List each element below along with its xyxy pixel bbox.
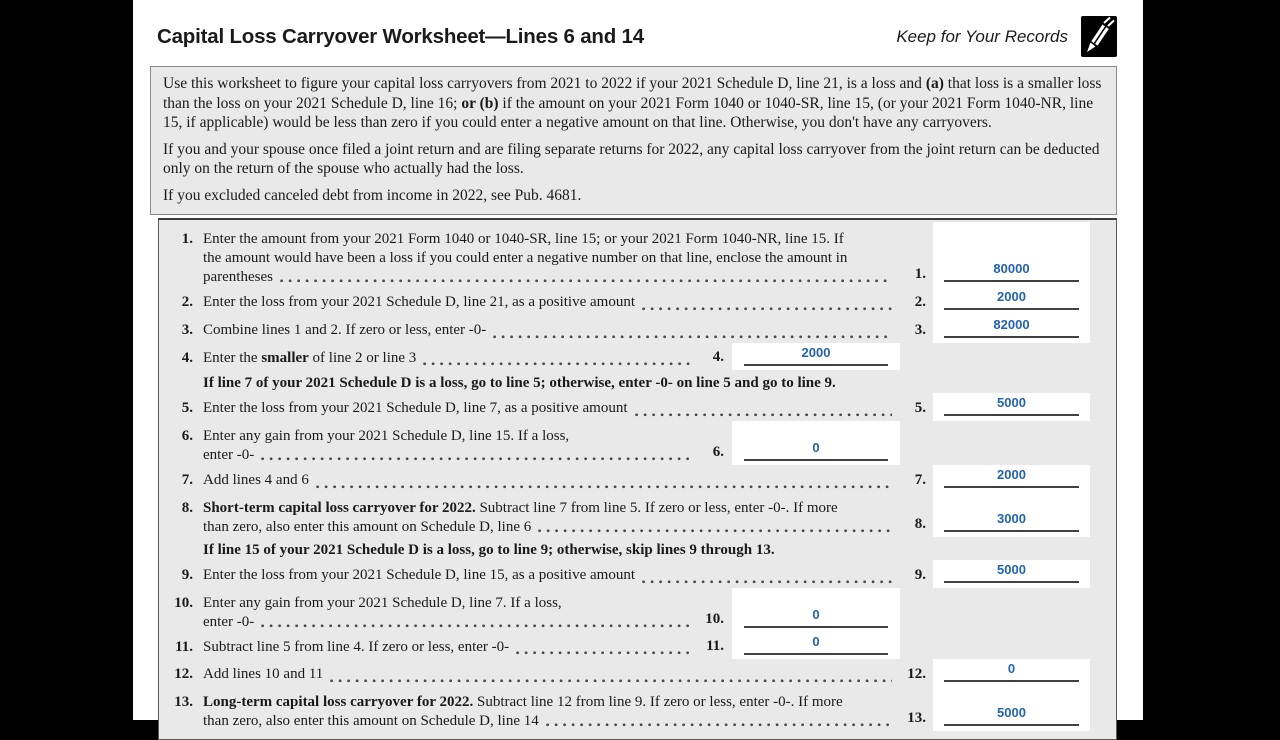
- dotted-leader: [493, 335, 892, 339]
- value-underline: [944, 280, 1079, 282]
- note-after-line-4: [167, 370, 1090, 393]
- dotted-leader: [330, 679, 892, 683]
- page-header: [133, 0, 1143, 66]
- line-9-text: [203, 560, 900, 588]
- line-1-value: 80000: [993, 261, 1030, 276]
- value-underline: [944, 414, 1079, 416]
- line-9-value-field[interactable]: [933, 560, 1090, 588]
- line-7-text-span: Add lines 4 and 6: [203, 472, 309, 488]
- line-1-number: 1.: [181, 231, 193, 247]
- value-underline: [944, 581, 1079, 583]
- line-13-bold: Long-term capital loss carryover for 2022.: [203, 694, 474, 710]
- line-9-row: [167, 560, 1090, 588]
- line-2-entry: [900, 287, 1090, 315]
- dotted-leader: [546, 723, 892, 727]
- line-12-number: 12.: [174, 666, 193, 682]
- line-10-right-spacer: [900, 588, 1090, 632]
- line-10-text-1: Enter any gain from your 2021 Schedule D, line 7. If a loss,: [203, 595, 562, 611]
- line-3-entry-number: 3.: [914, 322, 926, 338]
- line-2-number: 2.: [181, 294, 193, 310]
- line-8-row: [167, 493, 1090, 537]
- line-8-text-span: Subtract line 7 from line 5. If zero or less, enter -0-. If more: [475, 500, 838, 516]
- line-5-row: [167, 393, 1090, 421]
- line-5-text-span: Enter the loss from your 2021 Schedule D, line 7, as a positive amount: [203, 400, 628, 416]
- line-4-pre: Enter the: [203, 350, 262, 366]
- line-1-entry: [900, 222, 1090, 287]
- line-3-text-span: Combine lines 1 and 2. If zero or less, enter -0-: [203, 322, 487, 338]
- line-7-value: 2000: [997, 467, 1026, 482]
- line-13-text: [203, 687, 900, 731]
- note-spacer: [167, 541, 203, 560]
- line-4-row: [167, 343, 1090, 370]
- dotted-leader: [423, 362, 694, 366]
- value-underline: [944, 308, 1079, 310]
- line-10-text-2: enter -0-: [203, 614, 255, 630]
- line-6-text: [203, 421, 702, 465]
- line-2-row: [167, 287, 1090, 315]
- line-2-text-span: Enter the loss from your 2021 Schedule D, line 21, as a positive amount: [203, 294, 636, 310]
- line-9-text-span: Enter the loss from your 2021 Schedule D, line 15, as a positive amount: [203, 567, 636, 583]
- line-8-text-2: than zero, also enter this amount on Schedule D, line 6: [203, 519, 532, 535]
- line-13-text-1: [203, 693, 900, 712]
- dotted-leader: [280, 279, 892, 283]
- note-spacer: [167, 374, 203, 393]
- line-11-value-field[interactable]: [732, 632, 900, 659]
- line-4-bold: smaller: [261, 350, 309, 366]
- note-1-text: If line 7 of your 2021 Schedule D is a loss, go to line 5; otherwise, enter -0- on line 5 and go to line 9.: [203, 375, 836, 391]
- line-13-row: [167, 687, 1090, 731]
- line-6-value-field[interactable]: [732, 421, 900, 465]
- line-1-entry-number: 1.: [914, 266, 926, 282]
- line-7-number: 7.: [181, 472, 193, 488]
- line-1-text-2: the amount would have been a loss if you could enter a negative number on that line, enclose the amount in: [203, 250, 848, 266]
- line-11-row: [167, 632, 1090, 659]
- line-12-text-span: Add lines 10 and 11: [203, 666, 324, 682]
- dotted-leader: [635, 413, 892, 417]
- line-5-entry: [900, 393, 1090, 421]
- line-11-number: 11.: [175, 639, 193, 655]
- line-4-post: of line 2 or line 3: [308, 350, 417, 366]
- line-6-row: [167, 421, 1090, 465]
- line-11-value: 0: [812, 634, 820, 649]
- intro-p1-bold-b: or (b): [461, 94, 499, 112]
- line-3-value-field[interactable]: [933, 315, 1090, 343]
- value-underline: [944, 680, 1079, 682]
- line-6-text-1: Enter any gain from your 2021 Schedule D, line 15. If a loss,: [203, 428, 570, 444]
- line-8-bold: Short-term capital loss carryover for 2022.: [203, 500, 476, 516]
- line-7-entry: [900, 465, 1090, 493]
- line-8-text: [203, 493, 900, 537]
- line-10-value-field[interactable]: [732, 588, 900, 632]
- line-5-number: 5.: [181, 400, 193, 416]
- line-3-entry: [900, 315, 1090, 343]
- line-10-row: [167, 588, 1090, 632]
- dotted-leader: [516, 651, 694, 655]
- value-underline: [744, 364, 888, 366]
- line-8-text-1: [203, 499, 900, 518]
- line-9-entry-number: 9.: [914, 567, 926, 583]
- intro-paragraph-3: If you excluded canceled debt from income in 2022, see Pub. 4681.: [163, 186, 582, 204]
- note-2-text: If line 15 of your 2021 Schedule D is a loss, go to line 9; otherwise, skip lines 9 through 13.: [203, 542, 775, 558]
- line-9-number: 9.: [181, 567, 193, 583]
- line-7-row: [167, 465, 1090, 493]
- dotted-leader: [261, 457, 694, 461]
- line-7-entry-number: 7.: [914, 472, 926, 488]
- keep-for-records-group: [896, 16, 1117, 57]
- value-underline: [944, 336, 1079, 338]
- line-6-text-2: enter -0-: [203, 447, 255, 463]
- line-13-number: 13.: [174, 694, 193, 710]
- intro-p1-text: that loss is a smaller loss than the loss on your 2021 Schedule D, line 16;: [163, 75, 1102, 112]
- line-10-entry-number: 10.: [705, 611, 724, 627]
- line-6-value: 0: [812, 440, 820, 455]
- line-4-entry-number: 4.: [712, 349, 724, 365]
- line-1-row: [167, 222, 1090, 287]
- intro-paragraph-2: If you and your spouse once filed a joint return and are filing separate returns for 2022, any capital loss carryover from the joint return can be deducted only on the return of the spouse who actually had the loss.: [163, 140, 1100, 177]
- line-1-text-1: Enter the amount from your 2021 Form 1040 or 1040-SR, line 15; or your 2021 Form 1040-NR, line 15. If: [203, 231, 844, 247]
- line-2-value-field[interactable]: [933, 287, 1090, 315]
- line-2-text: [203, 287, 900, 315]
- line-1-value-field[interactable]: [933, 222, 1090, 287]
- line-8-value: 3000: [997, 511, 1026, 526]
- line-2-entry-number: 2.: [914, 294, 926, 310]
- line-13-value: 5000: [997, 705, 1026, 720]
- line-5-value: 5000: [997, 395, 1026, 410]
- value-underline: [944, 724, 1079, 726]
- keep-for-records-label: Keep for Your Records: [896, 26, 1068, 46]
- dotted-leader: [316, 485, 892, 489]
- worksheet-table: [158, 218, 1117, 740]
- line-3-row: [167, 315, 1090, 343]
- line-12-entry-number: 12.: [907, 666, 926, 682]
- line-12-row: [167, 659, 1090, 687]
- line-11-right-spacer: [900, 632, 1090, 659]
- line-8-entry: [900, 493, 1090, 537]
- line-10-value: 0: [812, 607, 820, 622]
- page-title: Capital Loss Carryover Worksheet—Lines 6 and 14: [157, 24, 644, 48]
- pencil-icon: [1081, 16, 1117, 57]
- line-7-text: [203, 465, 900, 493]
- value-underline: [744, 459, 888, 461]
- line-1-text: [203, 222, 900, 287]
- line-8-value-field[interactable]: [933, 493, 1090, 537]
- line-11-text-span: Subtract line 5 from line 4. If zero or less, enter -0-: [203, 639, 510, 655]
- line-10-number: 10.: [174, 595, 193, 611]
- line-4-value: 2000: [801, 345, 831, 360]
- intro-p1-text: Use this worksheet to figure your capital loss carryovers from 2021 to 2022 if your 2021 Schedule D, line 21, is a loss and: [163, 75, 926, 92]
- line-12-entry: [900, 659, 1090, 687]
- line-12-value: 0: [1007, 661, 1016, 676]
- line-6-right-spacer: [900, 421, 1090, 465]
- line-5-entry-number: 5.: [914, 400, 926, 416]
- line-4-right-spacer: [900, 343, 1090, 370]
- line-13-value-field[interactable]: [933, 687, 1090, 731]
- line-13-entry: [900, 687, 1090, 731]
- note-after-line-8: [167, 537, 1090, 560]
- dotted-leader: [538, 529, 892, 533]
- line-2-value: 2000: [997, 289, 1026, 304]
- dotted-leader: [642, 307, 892, 311]
- value-underline: [944, 530, 1079, 532]
- line-6-number: 6.: [181, 428, 193, 444]
- line-9-value: 5000: [997, 562, 1026, 577]
- intro-paragraph-1: [163, 74, 1102, 133]
- line-13-text-2: than zero, also enter this amount on Schedule D, line 14: [203, 713, 539, 729]
- line-12-value-field[interactable]: [933, 659, 1090, 687]
- dotted-leader: [642, 580, 892, 584]
- line-8-number: 8.: [181, 500, 193, 516]
- line-4-text-span: [203, 349, 416, 370]
- instructions-box: [150, 66, 1117, 215]
- value-underline: [744, 626, 888, 628]
- line-9-entry: [900, 560, 1090, 588]
- worksheet-page: [133, 0, 1143, 729]
- line-3-value: 82000: [993, 317, 1030, 332]
- line-4-number: 4.: [181, 350, 193, 366]
- line-10-text: [203, 588, 702, 632]
- line-12-text: [203, 659, 900, 687]
- line-13-text-span: Subtract line 12 from line 9. If zero or less, enter -0-. If more: [473, 694, 843, 710]
- line-11-text: [203, 632, 702, 659]
- line-8-entry-number: 8.: [914, 516, 926, 532]
- line-5-text: [203, 393, 900, 421]
- value-underline: [944, 486, 1079, 488]
- line-6-entry-number: 6.: [712, 444, 724, 460]
- line-4-text: [203, 343, 702, 370]
- line-11-entry-number: 11.: [706, 638, 724, 654]
- line-5-value-field[interactable]: [933, 393, 1090, 421]
- value-underline: [744, 653, 888, 655]
- line-13-entry-number: 13.: [907, 710, 926, 726]
- dotted-leader: [261, 624, 694, 628]
- intro-p1-bold-a: (a): [925, 75, 944, 92]
- line-3-text: [203, 315, 900, 343]
- intro-p1-text: if the amount on your 2021 Form 1040 or 1040-SR, line 15, (or your 2021 Form 1040-NR, line 15, if applicable) would be less than zero if you could enter a negative amount on that line. Otherwise, you don't have any carryovers.: [163, 94, 1094, 131]
- line-1-text-3: parentheses: [203, 269, 273, 285]
- line-3-number: 3.: [181, 322, 193, 338]
- line-7-value-field[interactable]: [933, 465, 1090, 493]
- line-4-value-field[interactable]: [732, 343, 900, 370]
